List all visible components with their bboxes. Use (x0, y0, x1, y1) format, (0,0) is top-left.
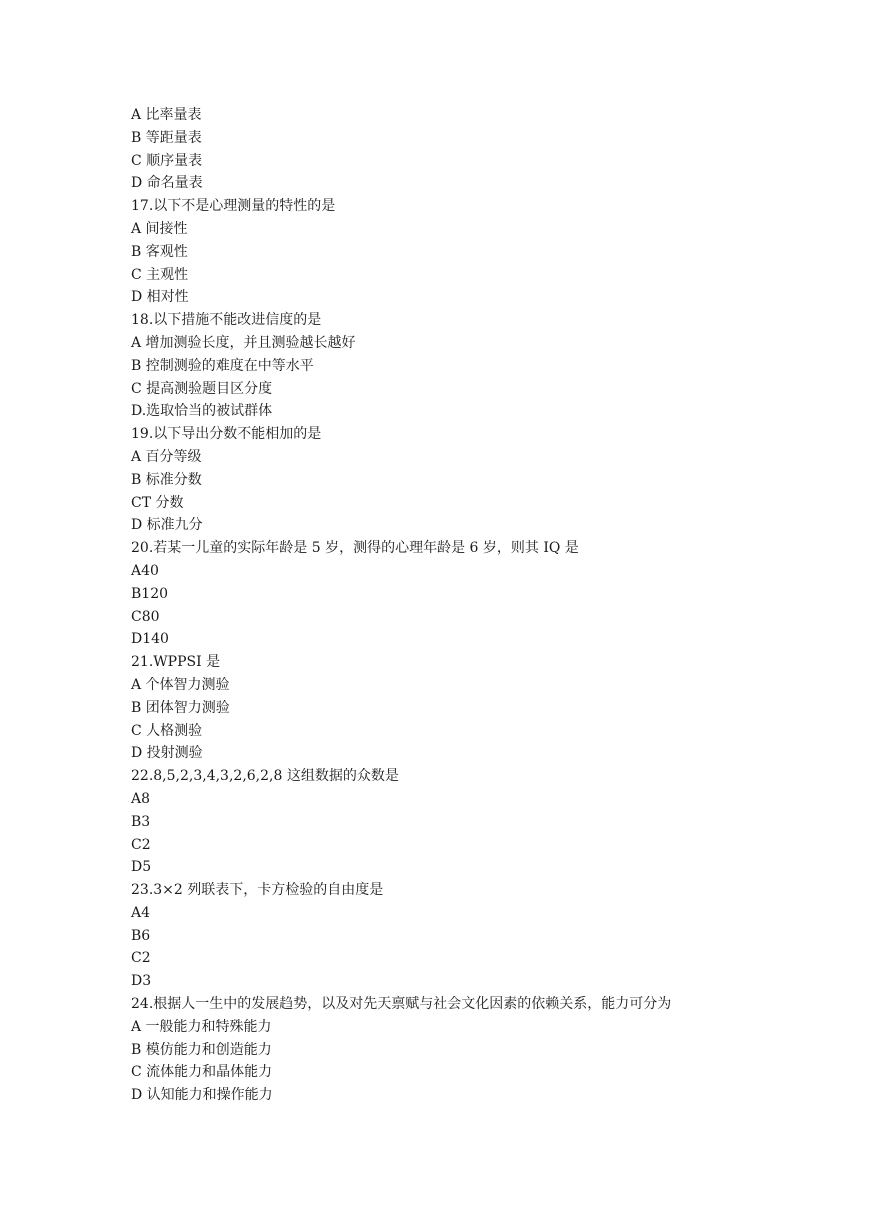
option-text: C 流体能力和晶体能力 (131, 1064, 273, 1081)
question-17: 17.以下不是心理测量的特性的是 (131, 198, 336, 215)
option-text: A 百分等级 (131, 448, 202, 465)
question-18: 18.以下措施不能改进信度的是 (131, 312, 322, 329)
option-text: D 相对性 (131, 289, 189, 306)
option-text: C80 (131, 608, 160, 625)
option-text: A 比率量表 (131, 107, 202, 123)
option-text: B 团体智力测验 (131, 699, 230, 716)
question-19: 19.以下导出分数不能相加的是 (131, 426, 322, 443)
option-text: B3 (131, 813, 151, 830)
option-text: B 等距量表 (131, 129, 202, 146)
option-text: D 投射测验 (131, 745, 203, 762)
option-text: C 提高测验题目区分度 (131, 380, 273, 397)
option-text: B120 (131, 585, 169, 602)
option-text: B 模仿能力和创造能力 (131, 1041, 272, 1058)
question-list (131, 104, 771, 1107)
question-24: 24.根据人一生中的发展趋势，以及对先天禀赋与社会文化因素的依赖关系，能力可分为 (131, 996, 672, 1013)
question-23: 23.3×2 列联表下，卡方检验的自由度是 (131, 882, 384, 899)
option-text: A 个体智力测验 (131, 676, 230, 693)
option-text: D3 (131, 973, 152, 990)
option-text: C 主观性 (131, 266, 189, 283)
option-text: C2 (131, 836, 151, 853)
option-text: A4 (131, 904, 151, 921)
option-text: B 客观性 (131, 243, 188, 260)
option-text: B 控制测验的难度在中等水平 (131, 357, 314, 374)
question-20: 20.若某一儿童的实际年龄是 5 岁，测得的心理年龄是 6 岁，则其 IQ 是 (131, 540, 579, 557)
option-text: D 认知能力和操作能力 (131, 1087, 273, 1104)
option-text: D 标准九分 (131, 517, 203, 534)
option-text: B6 (131, 927, 151, 944)
option-text: CT 分数 (131, 494, 184, 511)
question-21: 21.WPPSI 是 (131, 654, 221, 671)
option-text: C 人格测验 (131, 722, 203, 739)
option-text: B 标准分数 (131, 471, 202, 488)
option-text: D140 (131, 631, 169, 648)
option-text: A 间接性 (131, 220, 188, 237)
option-text: A40 (131, 562, 159, 579)
option-text: C2 (131, 950, 151, 967)
option-text: D 命名量表 (131, 175, 203, 192)
option-text: D5 (131, 859, 152, 876)
option-text: A 增加测验长度，并且测验越长越好 (131, 334, 356, 351)
option-text: C 顺序量表 (131, 152, 203, 169)
question-22: 22.8,5,2,3,4,3,2,6,2,8 这组数据的众数是 (131, 768, 399, 785)
option-text: D.选取恰当的被试群体 (131, 403, 273, 420)
option-text: A 一般能力和特殊能力 (131, 1018, 272, 1035)
option-text: A8 (131, 790, 151, 807)
